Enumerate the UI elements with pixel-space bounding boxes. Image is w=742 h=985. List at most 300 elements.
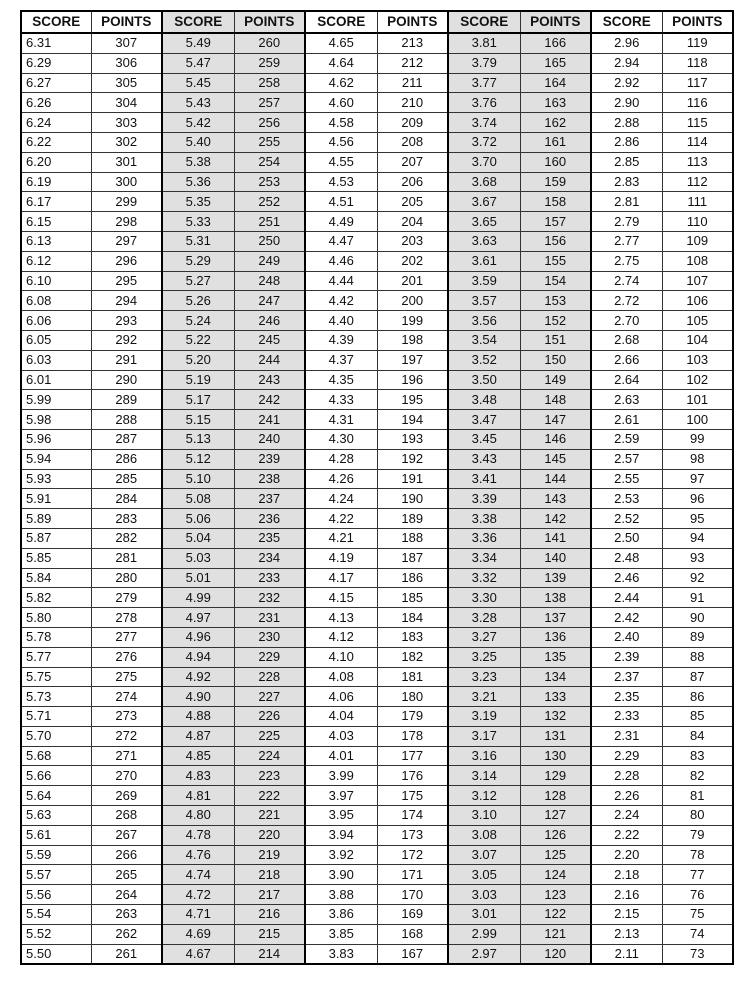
points-cell: 87 bbox=[662, 667, 733, 687]
header-row bbox=[21, 11, 733, 33]
table-row bbox=[21, 786, 733, 806]
score-cell: 4.58 bbox=[305, 113, 377, 133]
points-cell: 285 bbox=[91, 469, 162, 489]
table-row bbox=[21, 944, 733, 964]
header-points: POINTS bbox=[520, 11, 591, 33]
score-cell: 5.36 bbox=[162, 172, 234, 192]
points-cell: 296 bbox=[91, 251, 162, 271]
score-cell: 2.11 bbox=[591, 944, 662, 964]
points-cell: 193 bbox=[377, 429, 448, 449]
points-cell: 104 bbox=[662, 330, 733, 350]
points-cell: 276 bbox=[91, 647, 162, 667]
score-cell: 4.53 bbox=[305, 172, 377, 192]
points-cell: 234 bbox=[234, 548, 305, 568]
score-cell: 2.29 bbox=[591, 746, 662, 766]
table-row bbox=[21, 806, 733, 826]
points-cell: 230 bbox=[234, 627, 305, 647]
table-row bbox=[21, 132, 733, 152]
points-cell: 94 bbox=[662, 528, 733, 548]
score-cell: 5.82 bbox=[21, 588, 91, 608]
score-cell: 2.39 bbox=[591, 647, 662, 667]
score-cell: 2.44 bbox=[591, 588, 662, 608]
points-cell: 197 bbox=[377, 350, 448, 370]
points-cell: 275 bbox=[91, 667, 162, 687]
score-cell: 4.88 bbox=[162, 707, 234, 727]
score-cell: 4.76 bbox=[162, 845, 234, 865]
score-cell: 3.48 bbox=[448, 390, 520, 410]
score-cell: 4.12 bbox=[305, 627, 377, 647]
score-cell: 3.90 bbox=[305, 865, 377, 885]
score-cell: 4.21 bbox=[305, 528, 377, 548]
score-cell: 3.17 bbox=[448, 726, 520, 746]
score-cell: 4.97 bbox=[162, 608, 234, 628]
points-cell: 194 bbox=[377, 410, 448, 430]
score-cell: 2.35 bbox=[591, 687, 662, 707]
header-score: SCORE bbox=[21, 11, 91, 33]
score-cell: 3.92 bbox=[305, 845, 377, 865]
points-cell: 124 bbox=[520, 865, 591, 885]
table-row bbox=[21, 568, 733, 588]
score-cell: 4.65 bbox=[305, 33, 377, 53]
score-cell: 3.30 bbox=[448, 588, 520, 608]
score-cell: 2.15 bbox=[591, 905, 662, 925]
table-row bbox=[21, 865, 733, 885]
points-cell: 151 bbox=[520, 330, 591, 350]
score-cell: 2.26 bbox=[591, 786, 662, 806]
points-cell: 105 bbox=[662, 311, 733, 331]
score-cell: 3.56 bbox=[448, 311, 520, 331]
score-cell: 4.47 bbox=[305, 231, 377, 251]
points-cell: 157 bbox=[520, 212, 591, 232]
score-cell: 6.20 bbox=[21, 152, 91, 172]
points-cell: 218 bbox=[234, 865, 305, 885]
table-row bbox=[21, 73, 733, 93]
score-cell: 4.04 bbox=[305, 707, 377, 727]
points-cell: 79 bbox=[662, 825, 733, 845]
score-cell: 3.27 bbox=[448, 627, 520, 647]
points-cell: 298 bbox=[91, 212, 162, 232]
points-cell: 186 bbox=[377, 568, 448, 588]
points-cell: 146 bbox=[520, 429, 591, 449]
score-cell: 3.21 bbox=[448, 687, 520, 707]
score-cell: 3.14 bbox=[448, 766, 520, 786]
points-cell: 129 bbox=[520, 766, 591, 786]
score-cell: 5.17 bbox=[162, 390, 234, 410]
score-cell: 5.49 bbox=[162, 33, 234, 53]
score-cell: 4.03 bbox=[305, 726, 377, 746]
points-cell: 75 bbox=[662, 905, 733, 925]
points-cell: 90 bbox=[662, 608, 733, 628]
score-cell: 5.78 bbox=[21, 627, 91, 647]
points-cell: 278 bbox=[91, 608, 162, 628]
score-cell: 2.13 bbox=[591, 924, 662, 944]
score-cell: 5.68 bbox=[21, 746, 91, 766]
points-cell: 242 bbox=[234, 390, 305, 410]
score-cell: 4.96 bbox=[162, 627, 234, 647]
points-cell: 262 bbox=[91, 924, 162, 944]
score-cell: 6.15 bbox=[21, 212, 91, 232]
points-cell: 121 bbox=[520, 924, 591, 944]
points-cell: 132 bbox=[520, 707, 591, 727]
score-cell: 4.13 bbox=[305, 608, 377, 628]
score-cell: 5.63 bbox=[21, 806, 91, 826]
table-row bbox=[21, 429, 733, 449]
table-row bbox=[21, 172, 733, 192]
score-cell: 5.91 bbox=[21, 489, 91, 509]
points-cell: 185 bbox=[377, 588, 448, 608]
points-cell: 153 bbox=[520, 291, 591, 311]
score-cell: 4.67 bbox=[162, 944, 234, 964]
points-cell: 206 bbox=[377, 172, 448, 192]
score-cell: 4.22 bbox=[305, 509, 377, 529]
points-cell: 103 bbox=[662, 350, 733, 370]
score-cell: 5.43 bbox=[162, 93, 234, 113]
points-cell: 188 bbox=[377, 528, 448, 548]
points-cell: 80 bbox=[662, 806, 733, 826]
points-cell: 254 bbox=[234, 152, 305, 172]
score-cell: 3.86 bbox=[305, 905, 377, 925]
score-cell: 3.47 bbox=[448, 410, 520, 430]
score-cell: 2.99 bbox=[448, 924, 520, 944]
score-cell: 5.64 bbox=[21, 786, 91, 806]
header-points: POINTS bbox=[234, 11, 305, 33]
table-row bbox=[21, 845, 733, 865]
score-cell: 4.44 bbox=[305, 271, 377, 291]
score-cell: 6.22 bbox=[21, 132, 91, 152]
points-cell: 168 bbox=[377, 924, 448, 944]
table-row bbox=[21, 370, 733, 390]
score-cell: 4.85 bbox=[162, 746, 234, 766]
score-cell: 4.72 bbox=[162, 885, 234, 905]
score-cell: 4.49 bbox=[305, 212, 377, 232]
points-cell: 163 bbox=[520, 93, 591, 113]
score-cell: 3.10 bbox=[448, 806, 520, 826]
points-cell: 248 bbox=[234, 271, 305, 291]
points-cell: 137 bbox=[520, 608, 591, 628]
score-cell: 2.97 bbox=[448, 944, 520, 964]
points-cell: 109 bbox=[662, 231, 733, 251]
points-cell: 265 bbox=[91, 865, 162, 885]
score-cell: 4.15 bbox=[305, 588, 377, 608]
score-cell: 2.64 bbox=[591, 370, 662, 390]
points-cell: 144 bbox=[520, 469, 591, 489]
score-cell: 2.83 bbox=[591, 172, 662, 192]
score-cell: 5.38 bbox=[162, 152, 234, 172]
points-cell: 142 bbox=[520, 509, 591, 529]
points-cell: 77 bbox=[662, 865, 733, 885]
points-cell: 82 bbox=[662, 766, 733, 786]
score-cell: 2.24 bbox=[591, 806, 662, 826]
score-cell: 3.23 bbox=[448, 667, 520, 687]
points-cell: 139 bbox=[520, 568, 591, 588]
score-cell: 5.13 bbox=[162, 429, 234, 449]
points-cell: 127 bbox=[520, 806, 591, 826]
score-cell: 3.81 bbox=[448, 33, 520, 53]
points-cell: 189 bbox=[377, 509, 448, 529]
score-cell: 3.45 bbox=[448, 429, 520, 449]
score-cell: 2.85 bbox=[591, 152, 662, 172]
table-row bbox=[21, 905, 733, 925]
points-cell: 282 bbox=[91, 528, 162, 548]
points-cell: 99 bbox=[662, 429, 733, 449]
score-cell: 2.53 bbox=[591, 489, 662, 509]
points-cell: 166 bbox=[520, 33, 591, 53]
points-cell: 187 bbox=[377, 548, 448, 568]
points-cell: 247 bbox=[234, 291, 305, 311]
score-cell: 3.54 bbox=[448, 330, 520, 350]
points-cell: 289 bbox=[91, 390, 162, 410]
table-header bbox=[21, 11, 733, 33]
points-cell: 257 bbox=[234, 93, 305, 113]
score-cell: 4.08 bbox=[305, 667, 377, 687]
score-cell: 2.31 bbox=[591, 726, 662, 746]
score-cell: 4.56 bbox=[305, 132, 377, 152]
points-cell: 266 bbox=[91, 845, 162, 865]
points-cell: 251 bbox=[234, 212, 305, 232]
table-row bbox=[21, 291, 733, 311]
score-cell: 5.77 bbox=[21, 647, 91, 667]
table-row bbox=[21, 212, 733, 232]
score-cell: 6.31 bbox=[21, 33, 91, 53]
score-cell: 2.52 bbox=[591, 509, 662, 529]
score-cell: 5.80 bbox=[21, 608, 91, 628]
points-cell: 219 bbox=[234, 845, 305, 865]
score-cell: 4.30 bbox=[305, 429, 377, 449]
score-cell: 3.76 bbox=[448, 93, 520, 113]
points-cell: 196 bbox=[377, 370, 448, 390]
score-cell: 5.66 bbox=[21, 766, 91, 786]
points-cell: 123 bbox=[520, 885, 591, 905]
points-cell: 172 bbox=[377, 845, 448, 865]
table-row bbox=[21, 667, 733, 687]
points-cell: 155 bbox=[520, 251, 591, 271]
points-cell: 291 bbox=[91, 350, 162, 370]
points-cell: 152 bbox=[520, 311, 591, 331]
score-cell: 3.70 bbox=[448, 152, 520, 172]
score-cell: 5.31 bbox=[162, 231, 234, 251]
score-cell: 3.39 bbox=[448, 489, 520, 509]
score-cell: 3.63 bbox=[448, 231, 520, 251]
score-cell: 5.19 bbox=[162, 370, 234, 390]
score-cell: 2.42 bbox=[591, 608, 662, 628]
score-cell: 3.67 bbox=[448, 192, 520, 212]
table-row bbox=[21, 825, 733, 845]
score-cell: 5.08 bbox=[162, 489, 234, 509]
points-cell: 297 bbox=[91, 231, 162, 251]
table-row bbox=[21, 647, 733, 667]
score-cell: 3.43 bbox=[448, 449, 520, 469]
points-cell: 182 bbox=[377, 647, 448, 667]
points-cell: 83 bbox=[662, 746, 733, 766]
points-cell: 303 bbox=[91, 113, 162, 133]
points-cell: 202 bbox=[377, 251, 448, 271]
points-cell: 95 bbox=[662, 509, 733, 529]
points-cell: 160 bbox=[520, 152, 591, 172]
table-row bbox=[21, 489, 733, 509]
points-cell: 240 bbox=[234, 429, 305, 449]
points-cell: 294 bbox=[91, 291, 162, 311]
score-cell: 6.10 bbox=[21, 271, 91, 291]
score-cell: 4.01 bbox=[305, 746, 377, 766]
points-cell: 92 bbox=[662, 568, 733, 588]
score-cell: 2.48 bbox=[591, 548, 662, 568]
points-cell: 147 bbox=[520, 410, 591, 430]
points-cell: 198 bbox=[377, 330, 448, 350]
table-row bbox=[21, 588, 733, 608]
score-cell: 3.07 bbox=[448, 845, 520, 865]
points-cell: 133 bbox=[520, 687, 591, 707]
points-cell: 281 bbox=[91, 548, 162, 568]
table-row bbox=[21, 251, 733, 271]
points-cell: 214 bbox=[234, 944, 305, 964]
score-cell: 3.19 bbox=[448, 707, 520, 727]
score-cell: 5.89 bbox=[21, 509, 91, 529]
score-cell: 6.24 bbox=[21, 113, 91, 133]
points-cell: 143 bbox=[520, 489, 591, 509]
points-cell: 290 bbox=[91, 370, 162, 390]
points-cell: 167 bbox=[377, 944, 448, 964]
score-cell: 5.47 bbox=[162, 53, 234, 73]
table-row bbox=[21, 627, 733, 647]
points-cell: 78 bbox=[662, 845, 733, 865]
score-cell: 3.99 bbox=[305, 766, 377, 786]
points-cell: 235 bbox=[234, 528, 305, 548]
table-row bbox=[21, 390, 733, 410]
points-cell: 180 bbox=[377, 687, 448, 707]
score-cell: 4.17 bbox=[305, 568, 377, 588]
points-cell: 300 bbox=[91, 172, 162, 192]
score-cell: 3.16 bbox=[448, 746, 520, 766]
points-cell: 261 bbox=[91, 944, 162, 964]
score-cell: 3.88 bbox=[305, 885, 377, 905]
score-cell: 4.46 bbox=[305, 251, 377, 271]
table-row bbox=[21, 509, 733, 529]
points-cell: 304 bbox=[91, 93, 162, 113]
points-cell: 288 bbox=[91, 410, 162, 430]
points-cell: 145 bbox=[520, 449, 591, 469]
score-cell: 3.74 bbox=[448, 113, 520, 133]
score-cell: 5.45 bbox=[162, 73, 234, 93]
points-cell: 134 bbox=[520, 667, 591, 687]
points-cell: 162 bbox=[520, 113, 591, 133]
points-cell: 169 bbox=[377, 905, 448, 925]
points-cell: 283 bbox=[91, 509, 162, 529]
score-cell: 4.42 bbox=[305, 291, 377, 311]
points-cell: 122 bbox=[520, 905, 591, 925]
points-cell: 120 bbox=[520, 944, 591, 964]
table-row bbox=[21, 766, 733, 786]
points-cell: 272 bbox=[91, 726, 162, 746]
score-cell: 4.78 bbox=[162, 825, 234, 845]
score-cell: 2.92 bbox=[591, 73, 662, 93]
score-cell: 5.10 bbox=[162, 469, 234, 489]
points-cell: 106 bbox=[662, 291, 733, 311]
score-cell: 2.46 bbox=[591, 568, 662, 588]
points-cell: 148 bbox=[520, 390, 591, 410]
points-cell: 181 bbox=[377, 667, 448, 687]
points-cell: 232 bbox=[234, 588, 305, 608]
score-cell: 4.55 bbox=[305, 152, 377, 172]
score-cell: 4.39 bbox=[305, 330, 377, 350]
points-cell: 74 bbox=[662, 924, 733, 944]
points-cell: 174 bbox=[377, 806, 448, 826]
points-cell: 215 bbox=[234, 924, 305, 944]
score-cell: 2.18 bbox=[591, 865, 662, 885]
points-cell: 208 bbox=[377, 132, 448, 152]
points-cell: 117 bbox=[662, 73, 733, 93]
score-cell: 2.72 bbox=[591, 291, 662, 311]
points-cell: 176 bbox=[377, 766, 448, 786]
points-cell: 85 bbox=[662, 707, 733, 727]
score-cell: 2.55 bbox=[591, 469, 662, 489]
points-cell: 192 bbox=[377, 449, 448, 469]
score-cell: 2.63 bbox=[591, 390, 662, 410]
points-cell: 264 bbox=[91, 885, 162, 905]
score-cell: 5.03 bbox=[162, 548, 234, 568]
score-cell: 4.80 bbox=[162, 806, 234, 826]
score-cell: 5.40 bbox=[162, 132, 234, 152]
points-cell: 73 bbox=[662, 944, 733, 964]
score-cell: 2.77 bbox=[591, 231, 662, 251]
score-cell: 2.88 bbox=[591, 113, 662, 133]
points-cell: 279 bbox=[91, 588, 162, 608]
table-row bbox=[21, 113, 733, 133]
score-cell: 5.96 bbox=[21, 429, 91, 449]
points-cell: 249 bbox=[234, 251, 305, 271]
points-cell: 159 bbox=[520, 172, 591, 192]
score-cell: 5.85 bbox=[21, 548, 91, 568]
points-cell: 179 bbox=[377, 707, 448, 727]
points-cell: 244 bbox=[234, 350, 305, 370]
table-row bbox=[21, 707, 733, 727]
points-cell: 135 bbox=[520, 647, 591, 667]
table-row bbox=[21, 746, 733, 766]
points-cell: 231 bbox=[234, 608, 305, 628]
score-cell: 4.35 bbox=[305, 370, 377, 390]
points-cell: 76 bbox=[662, 885, 733, 905]
points-cell: 286 bbox=[91, 449, 162, 469]
points-cell: 270 bbox=[91, 766, 162, 786]
points-cell: 96 bbox=[662, 489, 733, 509]
points-cell: 301 bbox=[91, 152, 162, 172]
table-row bbox=[21, 528, 733, 548]
points-cell: 170 bbox=[377, 885, 448, 905]
points-cell: 89 bbox=[662, 627, 733, 647]
points-cell: 306 bbox=[91, 53, 162, 73]
points-cell: 114 bbox=[662, 132, 733, 152]
score-cell: 5.98 bbox=[21, 410, 91, 430]
score-cell: 6.17 bbox=[21, 192, 91, 212]
points-cell: 227 bbox=[234, 687, 305, 707]
score-cell: 2.40 bbox=[591, 627, 662, 647]
header-score: SCORE bbox=[591, 11, 662, 33]
score-cell: 3.68 bbox=[448, 172, 520, 192]
header-score: SCORE bbox=[448, 11, 520, 33]
points-cell: 116 bbox=[662, 93, 733, 113]
points-cell: 178 bbox=[377, 726, 448, 746]
points-cell: 190 bbox=[377, 489, 448, 509]
points-cell: 149 bbox=[520, 370, 591, 390]
score-cell: 4.81 bbox=[162, 786, 234, 806]
score-cell: 5.99 bbox=[21, 390, 91, 410]
points-cell: 280 bbox=[91, 568, 162, 588]
score-cell: 3.94 bbox=[305, 825, 377, 845]
points-cell: 223 bbox=[234, 766, 305, 786]
points-cell: 212 bbox=[377, 53, 448, 73]
score-points-table bbox=[20, 10, 734, 965]
points-cell: 216 bbox=[234, 905, 305, 925]
table-row bbox=[21, 469, 733, 489]
